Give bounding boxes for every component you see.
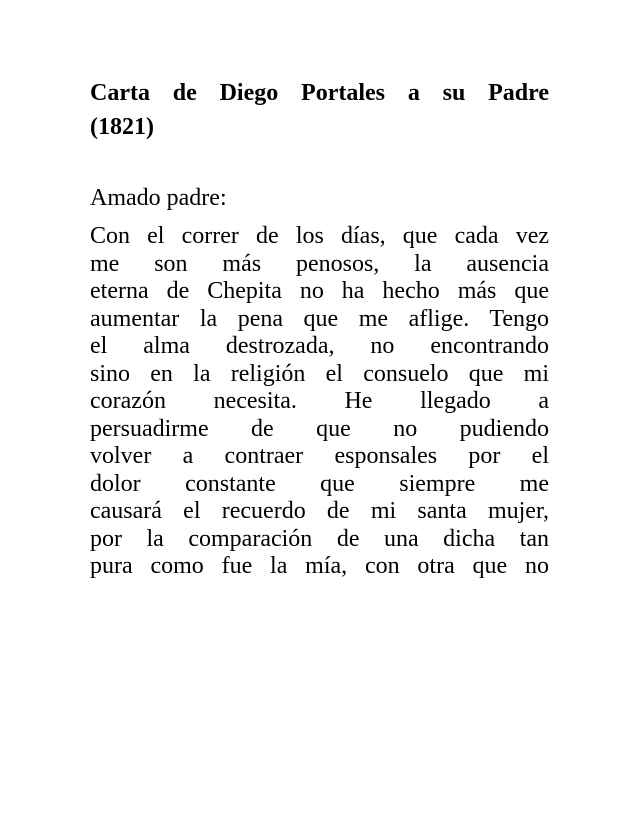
body-line: causará el recuerdo de mi santa mujer, bbox=[90, 498, 549, 524]
body-line: volver a contraer esponsales por el bbox=[90, 443, 549, 469]
body-line: me son más penosos, la ausencia bbox=[90, 250, 549, 277]
body-line: por la comparación de una dicha tan bbox=[90, 525, 549, 552]
salutation: Amado padre: bbox=[90, 185, 227, 211]
body-line: persuadirme de que no pudiendo bbox=[90, 415, 549, 442]
document-page bbox=[90, 76, 549, 581]
body-line: el alma destrozada, no encontrando bbox=[90, 333, 549, 359]
letter-body bbox=[90, 223, 549, 581]
title-line-2: (1821) bbox=[90, 114, 154, 140]
document-title bbox=[90, 76, 549, 144]
body-line: sino en la religión el consuelo que mi bbox=[90, 360, 549, 387]
body-line: corazón necesita. He llegado a bbox=[90, 388, 549, 414]
body-line: pura como fue la mía, con otra que no bbox=[90, 553, 549, 579]
body-line: dolor constante que siempre me bbox=[90, 470, 549, 497]
body-line: aumentar la pena que me aflige. Tengo bbox=[90, 305, 549, 332]
body-line: Con el correr de los días, que cada vez bbox=[90, 223, 549, 249]
title-line-1: Carta de Diego Portales a su Padre bbox=[90, 80, 549, 106]
body-line: eterna de Chepita no ha hecho más que bbox=[90, 278, 549, 304]
